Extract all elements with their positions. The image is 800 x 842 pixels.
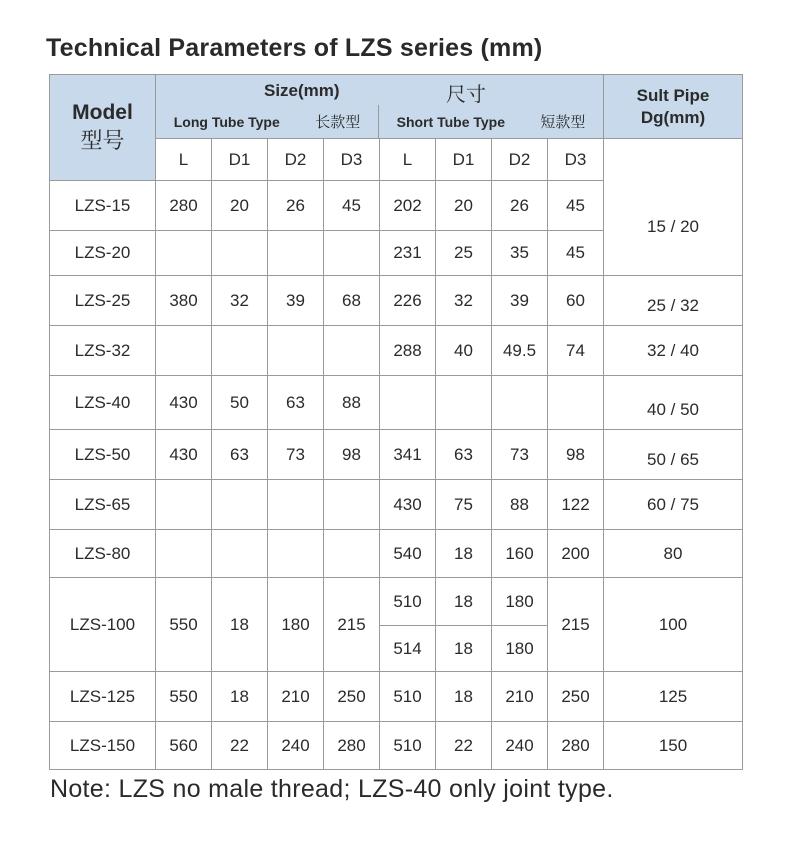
value-cell: 250	[324, 672, 380, 722]
value-cell	[156, 326, 212, 376]
value-cell: 180	[492, 626, 548, 672]
pipe-header-line2: Dg(mm)	[640, 107, 706, 127]
pipe-cell: 60 / 75	[604, 480, 743, 530]
value-cell: 68	[324, 276, 380, 326]
value-cell	[436, 376, 492, 430]
value-cell	[212, 530, 268, 578]
value-cell: 160	[492, 530, 548, 578]
value-cell: 74	[548, 326, 604, 376]
value-cell: 18	[436, 626, 492, 672]
page-title: Technical Parameters of LZS series (mm)	[46, 34, 543, 62]
col-header-short-d2: D2	[492, 139, 548, 181]
col-header-short-l: L	[380, 139, 436, 181]
value-cell: 250	[548, 672, 604, 722]
value-cell	[268, 480, 324, 530]
value-cell: 215	[324, 578, 380, 672]
pipe-cell: 125	[604, 672, 743, 722]
value-cell: 180	[268, 578, 324, 672]
value-cell: 32	[212, 276, 268, 326]
value-cell: 18	[436, 578, 492, 626]
value-cell: 73	[492, 430, 548, 480]
value-cell: 18	[436, 672, 492, 722]
parameters-table	[49, 74, 743, 770]
value-cell: 22	[436, 722, 492, 770]
table-row	[50, 722, 743, 770]
value-cell: 215	[548, 578, 604, 672]
value-cell	[212, 326, 268, 376]
value-cell: 98	[324, 430, 380, 480]
model-header-zh: 型号	[80, 128, 125, 154]
model-cell: LZS-150	[50, 722, 156, 770]
value-cell: 430	[156, 376, 212, 430]
value-cell: 63	[268, 376, 324, 430]
value-cell: 280	[324, 722, 380, 770]
short-tube-header	[379, 105, 603, 138]
model-cell: LZS-32	[50, 326, 156, 376]
pipe-cell: 80	[604, 530, 743, 578]
value-cell: 560	[156, 722, 212, 770]
value-cell: 341	[380, 430, 436, 480]
col-header-short-d1: D1	[436, 139, 492, 181]
value-cell: 540	[380, 530, 436, 578]
table-row	[50, 326, 743, 376]
model-cell: LZS-100	[50, 578, 156, 672]
size-label: Size(mm)	[264, 81, 340, 100]
long-tube-label: Long Tube Type	[173, 113, 280, 130]
size-header	[156, 75, 604, 139]
value-cell: 550	[156, 672, 212, 722]
pipe-header-line1: Sult Pipe	[636, 85, 710, 105]
value-cell: 288	[380, 326, 436, 376]
table-row	[50, 430, 743, 480]
value-cell	[548, 376, 604, 430]
value-cell: 39	[268, 276, 324, 326]
value-cell: 510	[380, 722, 436, 770]
model-cell: LZS-15	[50, 181, 156, 231]
value-cell: 240	[268, 722, 324, 770]
pipe-cell: 32 / 40	[604, 326, 743, 376]
value-cell: 20	[212, 181, 268, 231]
value-cell: 514	[380, 626, 436, 672]
value-cell: 50	[212, 376, 268, 430]
value-cell	[324, 480, 380, 530]
value-cell	[212, 480, 268, 530]
value-cell: 73	[268, 430, 324, 480]
value-cell: 18	[212, 672, 268, 722]
col-header-long-d2: D2	[268, 139, 324, 181]
col-header-long-l: L	[156, 139, 212, 181]
value-cell: 35	[492, 231, 548, 276]
col-header-short-d3: D3	[548, 139, 604, 181]
pipe-cell: 100	[604, 578, 743, 672]
value-cell	[324, 326, 380, 376]
value-cell: 45	[548, 181, 604, 231]
model-header-en: Model	[72, 100, 133, 124]
value-cell: 210	[268, 672, 324, 722]
model-header	[50, 75, 156, 181]
value-cell	[324, 530, 380, 578]
value-cell: 226	[380, 276, 436, 326]
pipe-cell: 40 / 50	[604, 376, 743, 430]
value-cell: 240	[492, 722, 548, 770]
long-tube-header	[156, 105, 379, 138]
value-cell: 45	[548, 231, 604, 276]
pipe-header	[604, 75, 743, 139]
value-cell	[268, 530, 324, 578]
value-cell: 380	[156, 276, 212, 326]
value-cell: 25	[436, 231, 492, 276]
model-cell: LZS-25	[50, 276, 156, 326]
table-row	[50, 276, 743, 326]
value-cell: 18	[436, 530, 492, 578]
value-cell	[492, 376, 548, 430]
value-cell: 26	[492, 181, 548, 231]
table-row	[50, 376, 743, 430]
table-row	[50, 530, 743, 578]
value-cell	[156, 480, 212, 530]
value-cell: 200	[548, 530, 604, 578]
value-cell: 63	[436, 430, 492, 480]
pipe-cell: 25 / 32	[604, 276, 743, 326]
value-cell	[268, 231, 324, 276]
value-cell: 75	[436, 480, 492, 530]
value-cell: 88	[324, 376, 380, 430]
value-cell: 32	[436, 276, 492, 326]
value-cell: 60	[548, 276, 604, 326]
value-cell: 18	[212, 578, 268, 672]
value-cell: 40	[436, 326, 492, 376]
short-tube-label-zh: 短款型	[540, 113, 586, 131]
value-cell: 510	[380, 578, 436, 626]
value-cell	[380, 376, 436, 430]
value-cell: 20	[436, 181, 492, 231]
value-cell	[324, 231, 380, 276]
table-row	[50, 672, 743, 722]
value-cell: 63	[212, 430, 268, 480]
model-cell: LZS-125	[50, 672, 156, 722]
value-cell: 430	[156, 430, 212, 480]
pipe-cell: 15 / 20	[604, 139, 743, 276]
col-header-long-d1: D1	[212, 139, 268, 181]
short-tube-label: Short Tube Type	[396, 113, 506, 130]
value-cell	[212, 231, 268, 276]
table-row	[50, 578, 743, 626]
value-cell: 202	[380, 181, 436, 231]
value-cell	[156, 231, 212, 276]
footnote: Note: LZS no male thread; LZS-40 only joint type.	[50, 775, 614, 803]
model-cell: LZS-65	[50, 480, 156, 530]
value-cell: 210	[492, 672, 548, 722]
value-cell: 280	[548, 722, 604, 770]
value-cell: 430	[380, 480, 436, 530]
table-row	[50, 480, 743, 530]
model-cell: LZS-80	[50, 530, 156, 578]
long-tube-label-zh: 长款型	[315, 113, 361, 131]
pipe-cell: 150	[604, 722, 743, 770]
value-cell: 280	[156, 181, 212, 231]
value-cell: 122	[548, 480, 604, 530]
value-cell: 98	[548, 430, 604, 480]
value-cell: 39	[492, 276, 548, 326]
model-cell: LZS-40	[50, 376, 156, 430]
model-cell: LZS-20	[50, 231, 156, 276]
value-cell: 510	[380, 672, 436, 722]
value-cell: 231	[380, 231, 436, 276]
col-header-long-d3: D3	[324, 139, 380, 181]
value-cell	[268, 326, 324, 376]
model-cell: LZS-50	[50, 430, 156, 480]
value-cell: 88	[492, 480, 548, 530]
value-cell: 49.5	[492, 326, 548, 376]
value-cell: 45	[324, 181, 380, 231]
size-label-zh: 尺寸	[446, 82, 486, 106]
value-cell	[156, 530, 212, 578]
value-cell: 22	[212, 722, 268, 770]
pipe-cell: 50 / 65	[604, 430, 743, 480]
value-cell: 26	[268, 181, 324, 231]
value-cell: 180	[492, 578, 548, 626]
value-cell: 550	[156, 578, 212, 672]
